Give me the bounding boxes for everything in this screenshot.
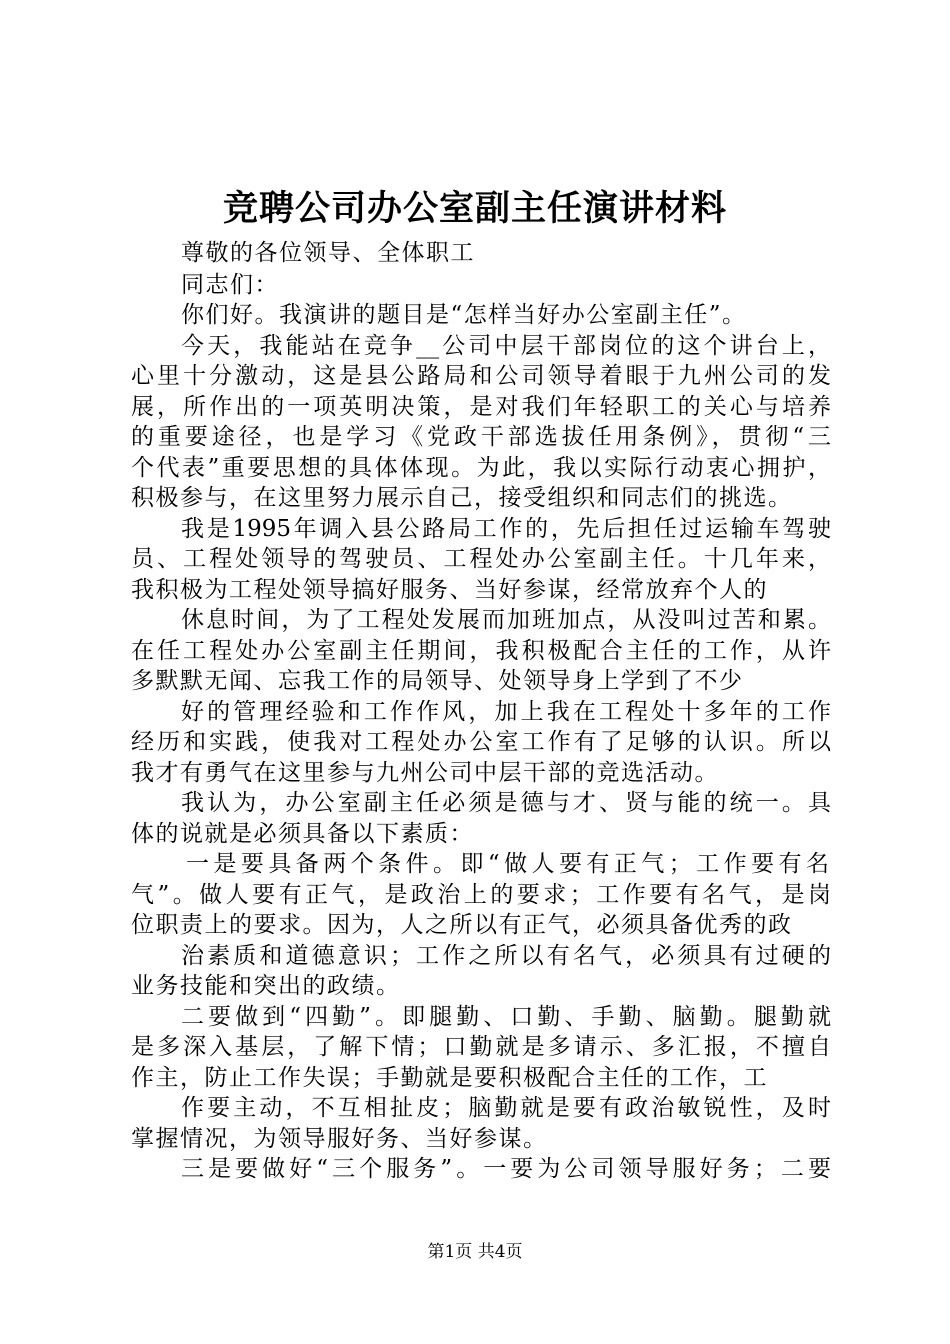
text-line: 积极参与，在这里努力展示自己，接受组织和同志们的挑选。 xyxy=(131,485,793,511)
text-line: 你们好。我演讲的题目是“怎样当好办公室副主任”。 xyxy=(181,302,747,328)
text-line: 位职责上的要求。因为，人之所以有正气，必须具备优秀的政 xyxy=(131,912,793,938)
text-line: 尊敬的各位领导、全体职工 xyxy=(181,240,475,266)
text-line: 业务技能和突出的政绩。 xyxy=(131,973,401,999)
text-line: 我才有勇气在这里参与九州公司中层干部的竞选活动。 xyxy=(131,760,719,786)
text-line: 气”。做人要有正气，是政治上的要求；工作要有名气，是岗 xyxy=(131,882,831,908)
text-line: 三是要做好“三个服务”。一要为公司领导服好务；二要 xyxy=(181,1156,831,1182)
text-line: 好的管理经验和工作作风，加上我在工程处十多年的工作 xyxy=(181,699,831,725)
text-line: 同志们： xyxy=(181,272,279,298)
text-line: 体的说就是必须具备以下素质： xyxy=(131,821,474,847)
text-line: 心里十分激动，这是县公路局和公司领导着眼于九州公司的发 xyxy=(131,363,831,389)
text-line: 是多深入基层，了解下情；口勤就是多请示、多汇报，不擅自 xyxy=(131,1034,831,1060)
text-line: 我积极为工程处领导搞好服务、当好参谋，经常放弃个人的 xyxy=(131,577,768,603)
text-line: 我认为，办公室副主任必须是德与才、贤与能的统一。具 xyxy=(181,790,831,816)
text-line: 休息时间，为了工程处发展而加班加点，从没叫过苦和累。 xyxy=(181,607,831,633)
text-line: 在任工程处办公室副主任期间，我积极配合主任的工作，从许 xyxy=(131,638,831,664)
text-line: 掌握情况，为领导服好务、当好参谋。 xyxy=(131,1126,548,1152)
text-line: 作要主动，不互相扯皮；脑勤就是要有政治敏锐性，及时 xyxy=(181,1095,831,1121)
document-title: 竞聘公司办公室副主任演讲材料 xyxy=(222,188,727,229)
text-line: 今天，我能站在竞争__公司中层干部岗位的这个讲台上， xyxy=(181,333,831,359)
text-line: 治素质和道德意识；工作之所以有名气，必须具有过硬的 xyxy=(181,943,831,969)
text-line: 多默默无闻、忘我工作的局领导、处领导身上学到了不少 xyxy=(131,668,744,694)
text-line: 一是要具备两个条件。即“做人要有正气；工作要有名 xyxy=(186,851,829,877)
page-footer: 第1页 共4页 xyxy=(427,1242,523,1262)
text-line: 展，所作出的一项英明决策，是对我们年轻职工的关心与培养 xyxy=(131,394,831,420)
text-line: 二要做到“四勤”。即腿勤、口勤、手勤、脑勤。腿勤就 xyxy=(181,1004,831,1030)
text-line: 经历和实践，使我对工程处办公室工作有了足够的认识。所以 xyxy=(131,729,831,755)
text-line: 的重要途径，也是学习《党政干部选拔任用条例》，贯彻“三 xyxy=(131,424,831,450)
text-line: 员、工程处领导的驾驶员、工程处办公室副主任。十几年来， xyxy=(131,546,831,572)
text-line: 我是1995年调入县公路局工作的，先后担任过运输车驾驶 xyxy=(181,516,831,542)
text-line: 作主，防止工作失误；手勤就是要积极配合主任的工作，工 xyxy=(131,1065,768,1091)
text-line: 个代表”重要思想的具体体现。为此，我以实际行动衷心拥护， xyxy=(131,455,831,481)
